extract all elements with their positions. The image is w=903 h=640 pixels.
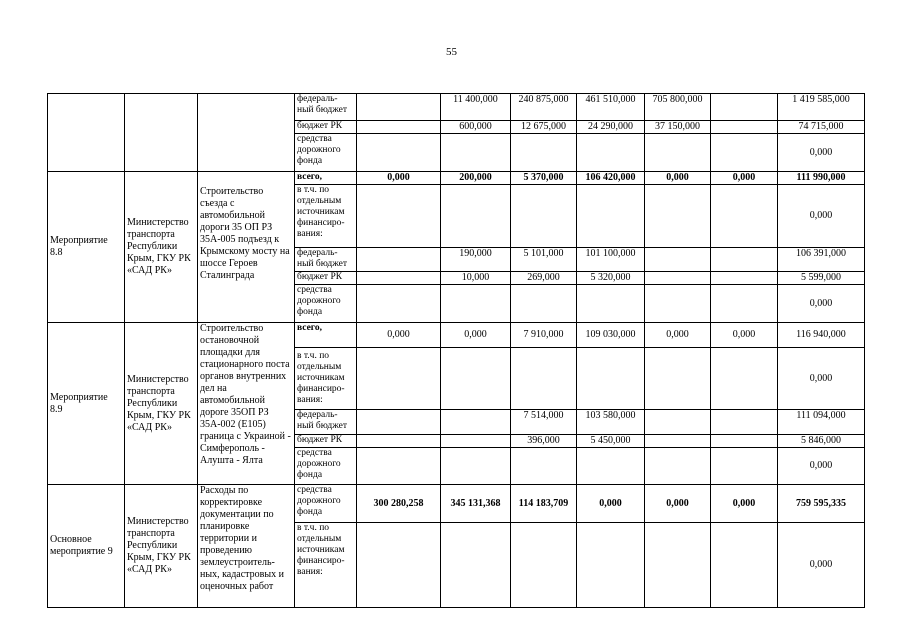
value-cell: 600,000 [441,121,511,134]
activity-label: Мероприятие 8.9 [48,323,125,485]
value-cell [645,285,711,323]
value-cell [441,448,511,485]
value-cell [645,448,711,485]
value-cell [577,185,645,248]
value-cell: 106 391,000 [778,248,865,272]
value-cell [357,248,441,272]
value-cell [441,523,511,608]
value-cell: 24 290,000 [577,121,645,134]
value-cell [441,185,511,248]
value-cell: 461 510,000 [577,94,645,121]
value-cell: 200,000 [441,172,511,185]
value-cell: 5 370,000 [511,172,577,185]
activity-label: Мероприятие 8.8 [48,172,125,323]
value-cell [645,185,711,248]
value-cell [357,134,441,172]
value-cell: 111 990,000 [778,172,865,185]
value-cell [357,272,441,285]
value-cell: 190,000 [441,248,511,272]
value-cell [511,448,577,485]
source-label: федераль-ный бюджет [295,94,357,121]
cont-name-cell [198,94,295,172]
value-cell [711,185,778,248]
value-cell [357,348,441,410]
value-cell [645,272,711,285]
value-cell [645,134,711,172]
value-cell [711,248,778,272]
value-cell: 269,000 [511,272,577,285]
value-cell [441,134,511,172]
value-cell [577,348,645,410]
value-cell: 74 715,000 [778,121,865,134]
value-cell: 111 094,000 [778,410,865,435]
activity-name: Строительство остановочной площадки для стационарного поста органов внутренних дел на автомобильной дороге 35ОП РЗ 35А-002 (Е105) граница с Украиной - Симферополь - Алушта - Ялта [198,323,295,485]
value-cell [441,348,511,410]
value-cell [511,185,577,248]
value-cell: 0,000 [441,323,511,348]
activity-name: Строительство съезда с автомобильной дороги 35 ОП РЗ 35А-005 подъезд к Крымскому мосту на шоссе Героев Сталинграда [198,172,295,323]
value-cell [711,435,778,448]
value-cell [711,348,778,410]
value-cell: 0,000 [778,285,865,323]
executor-cell: Министерство транспорта Республики Крым, ГКУ РК «САД РК» [125,172,198,323]
value-cell: 37 150,000 [645,121,711,134]
value-cell: 240 875,000 [511,94,577,121]
value-cell: 300 280,258 [357,485,441,523]
value-cell: 5 846,000 [778,435,865,448]
executor-cell: Министерство транспорта Республики Крым, ГКУ РК «САД РК» [125,323,198,485]
value-cell [357,285,441,323]
value-cell: 0,000 [778,448,865,485]
value-cell [357,185,441,248]
value-cell [645,435,711,448]
executor-cell: Министерство транспорта Республики Крым, ГКУ РК «САД РК» [125,485,198,608]
source-label: в т.ч. по отдельным источникам финансиро-вания: [295,523,357,608]
source-label: в т.ч. по отдельным источникам финансиро-вания: [295,185,357,248]
value-cell [357,435,441,448]
value-cell [577,523,645,608]
value-cell: 0,000 [711,172,778,185]
value-cell: 0,000 [357,323,441,348]
value-cell [357,523,441,608]
value-cell: 1 419 585,000 [778,94,865,121]
value-cell: 0,000 [778,134,865,172]
value-cell: 759 595,335 [778,485,865,523]
source-label: всего, [295,323,357,348]
value-cell [711,523,778,608]
value-cell [511,348,577,410]
value-cell [711,134,778,172]
value-cell: 12 675,000 [511,121,577,134]
value-cell: 5 599,000 [778,272,865,285]
activity-label: Основное мероприятие 9 [48,485,125,608]
cont-label-cell [48,94,125,172]
value-cell [441,410,511,435]
value-cell: 0,000 [711,323,778,348]
table-row [48,485,865,523]
source-label: федераль-ный бюджет [295,410,357,435]
budget-table [47,93,865,608]
source-label: федераль-ный бюджет [295,248,357,272]
value-cell: 0,000 [778,185,865,248]
value-cell: 7 514,000 [511,410,577,435]
value-cell [645,523,711,608]
value-cell: 103 580,000 [577,410,645,435]
activity-name: Расходы по корректировке документации по планировке территории и проведению землеустроитель-ных, кадастровых и оценочных работ [198,485,295,608]
value-cell: 7 910,000 [511,323,577,348]
value-cell [645,248,711,272]
source-label: всего, [295,172,357,185]
value-cell: 0,000 [778,348,865,410]
value-cell: 101 100,000 [577,248,645,272]
value-cell: 0,000 [357,172,441,185]
cont-executor-cell [125,94,198,172]
value-cell: 0,000 [645,172,711,185]
value-cell [357,121,441,134]
source-label: средства дорожного фонда [295,134,357,172]
source-label: средства дорожного фонда [295,485,357,523]
value-cell: 5 101,000 [511,248,577,272]
value-cell: 106 420,000 [577,172,645,185]
value-cell [711,121,778,134]
source-label: средства дорожного фонда [295,285,357,323]
value-cell [711,272,778,285]
value-cell: 114 183,709 [511,485,577,523]
value-cell [511,523,577,608]
source-label: бюджет РК [295,435,357,448]
table-row [48,323,865,348]
source-label: бюджет РК [295,121,357,134]
page-number: 55 [446,46,457,58]
value-cell [357,410,441,435]
value-cell: 10,000 [441,272,511,285]
value-cell: 345 131,368 [441,485,511,523]
value-cell: 0,000 [778,523,865,608]
source-label: бюджет РК [295,272,357,285]
table-row [48,172,865,185]
value-cell [711,285,778,323]
value-cell: 0,000 [711,485,778,523]
value-cell [577,134,645,172]
value-cell: 11 400,000 [441,94,511,121]
value-cell: 705 800,000 [645,94,711,121]
value-cell [645,348,711,410]
value-cell [577,285,645,323]
value-cell: 116 940,000 [778,323,865,348]
value-cell [577,448,645,485]
value-cell: 396,000 [511,435,577,448]
source-label: средства дорожного фонда [295,448,357,485]
value-cell: 5 450,000 [577,435,645,448]
value-cell: 0,000 [645,485,711,523]
value-cell: 5 320,000 [577,272,645,285]
value-cell [511,285,577,323]
source-label: в т.ч. по отдельным источникам финансиро-вания: [295,348,357,410]
value-cell [711,410,778,435]
value-cell [645,410,711,435]
value-cell: 0,000 [577,485,645,523]
value-cell [441,435,511,448]
value-cell [511,134,577,172]
value-cell [357,94,441,121]
value-cell: 109 030,000 [577,323,645,348]
value-cell: 0,000 [645,323,711,348]
value-cell [711,94,778,121]
value-cell [441,285,511,323]
value-cell [357,448,441,485]
table-row [48,94,865,121]
value-cell [711,448,778,485]
